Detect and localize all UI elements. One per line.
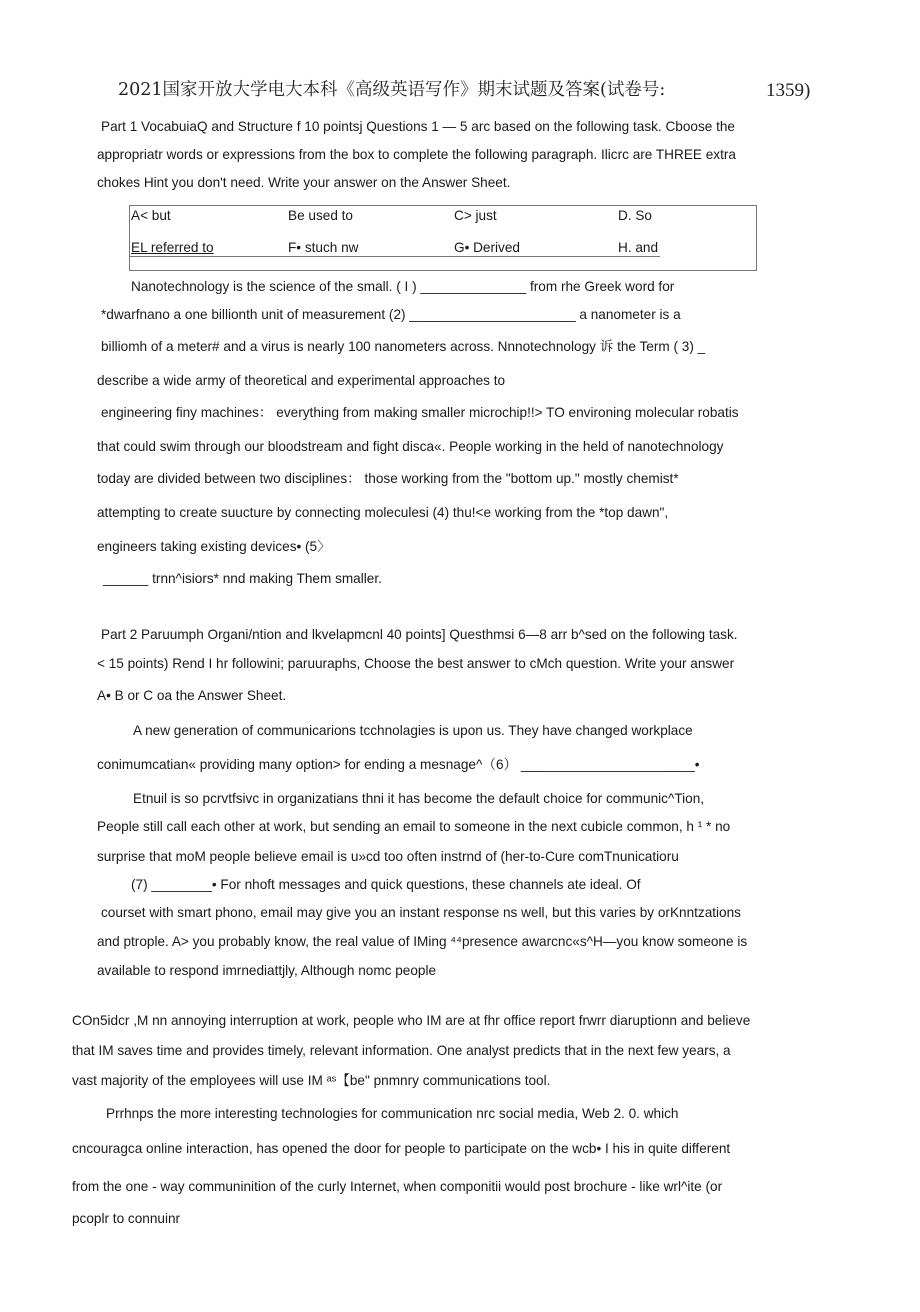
part1-intro-line-2: appropriatr words or expressions from the box to complete the following paragraph. Ilicrc are THREE extra <box>97 147 736 162</box>
passage2-line-7: courset with smart phono, email may give you an instant response ns well, but this varies by orKnntzations <box>101 905 741 920</box>
option-d: D. So <box>618 208 652 223</box>
passage2-line-15: from the one - way communinition of the curly Internet, when componitii would post brochure - like wrl^ite (or <box>72 1179 723 1194</box>
passage2-line-8: and ptrople. A> you probably know, the real value of IMing ⁴⁴presence awarcnc«s^H—you know someone is <box>97 934 748 949</box>
passage2-line-14: cncouragca online interaction, has opened the door for people to participate on the wcb• I his in quite different <box>72 1141 731 1156</box>
passage2-line-5: surprise that moM people believe email is u»cd too often instrnd of (her-to-Cure comTnunicatioru <box>97 849 679 864</box>
passage2-line-10: COn5idcr ,M nn annoying interruption at work, people who IM are at fhr office report frwrr diaruptionn and believe <box>72 1013 751 1028</box>
option-g: G• Derived <box>454 240 520 255</box>
part2-intro-line-2: < 15 points) Rend I hr followini; paruuraphs, Choose the best answer to cMch question. Write your answer <box>97 656 735 671</box>
part2-intro-line-3: A• B or C oa the Answer Sheet. <box>97 688 287 703</box>
passage1-line-1: Nanotechnology is the science of the small. ( I ) ______________ from rhe Greek word for <box>131 279 675 294</box>
passage2-line-11: that IM saves time and provides timely, relevant information. One analyst predicts that in the next few years, a <box>72 1043 731 1058</box>
passage1-line-2: *dwarfnano a one billionth unit of measurement (2) ______________________ a nanometer is a <box>101 307 681 322</box>
option-h: H. and <box>618 240 659 255</box>
option-e: EL referred to <box>131 240 214 255</box>
passage1-line-7: today are divided between two disciplines： those working from the "bottom up." mostly chemist* <box>97 471 679 486</box>
word-options-box <box>129 205 757 271</box>
passage1-line-5: engineering finy machines： everything from making smaller microchip!!> TO environing molecular robatis <box>101 405 739 420</box>
part1-intro-line-1: Part 1 VocabuiaQ and Structure f 10 pointsj Questions 1 — 5 arc based on the following task. Cboose the <box>101 119 735 134</box>
passage2-line-6: (7) ________• For nhoft messages and quick questions, these channels ate ideal. Of <box>131 877 641 892</box>
passage2-line-16: pcoplr to connuinr <box>72 1211 181 1226</box>
part2-intro-line-1: Part 2 Paruumph Organi/ntion and lkvelapmcnl 40 points] Questhmsi 6—8 arr b^sed on the following task. <box>101 627 738 642</box>
passage2-line-12: vast majority of the employees will use IM ᵃˢ【be" pnmnry communications tool. <box>72 1073 551 1088</box>
passage1-line-6: that could swim through our bloodstream and fight disca«. People working in the held of nanotechnology <box>97 439 724 454</box>
passage2-line-3: Etnuil is so pcrvtfsivc in organizatians thni it has become the default choice for communic^Tion, <box>133 791 705 806</box>
passage1-line-9: engineers taking existing devices• (5〉 <box>97 539 331 554</box>
passage2-line-13: Prrhnps the more interesting technologies for communication nrc social media, Web 2. 0. which <box>106 1106 679 1121</box>
passage1-line-10: ______ trnn^isiors* nnd making Them smaller. <box>103 571 382 586</box>
options-divider <box>130 256 660 257</box>
document-title: 2021国家开放大学电大本科《高级英语写作》期末试题及答案(试卷号: <box>118 80 666 100</box>
passage1-line-4: describe a wide army of theoretical and experimental approaches to <box>97 373 506 388</box>
passage1-line-8: attempting to create suucture by connecting moleculesi (4) thu!<e working from the *top dawn", <box>97 505 669 520</box>
passage2-line-4: People still call each other at work, but sending an email to someone in the next cubicle common, h ¹ * no <box>97 819 731 834</box>
passage1-line-3: billiomh of a meter# and a virus is nearly 100 nanometers across. Nnnotechnology 诉 the Term ( 3) _ <box>101 339 706 354</box>
document-title-number: 1359) <box>766 80 811 101</box>
option-a: A< but <box>131 208 171 223</box>
passage2-line-1: A new generation of communicarions tcchnolagies is upon us. They have changed workplace <box>133 723 693 738</box>
passage2-line-9: available to respond imrnediattjly, Although nomc people <box>97 963 437 978</box>
part1-intro-line-3: chokes Hint you don't need. Write your answer on the Answer Sheet. <box>97 175 511 190</box>
option-b: Be used to <box>288 208 353 223</box>
option-c: C> just <box>454 208 497 223</box>
option-f: F• stuch nw <box>288 240 359 255</box>
passage2-line-2: conimumcatian« providing many option> for ending a mesnage^（6） _______________________• <box>97 757 700 772</box>
